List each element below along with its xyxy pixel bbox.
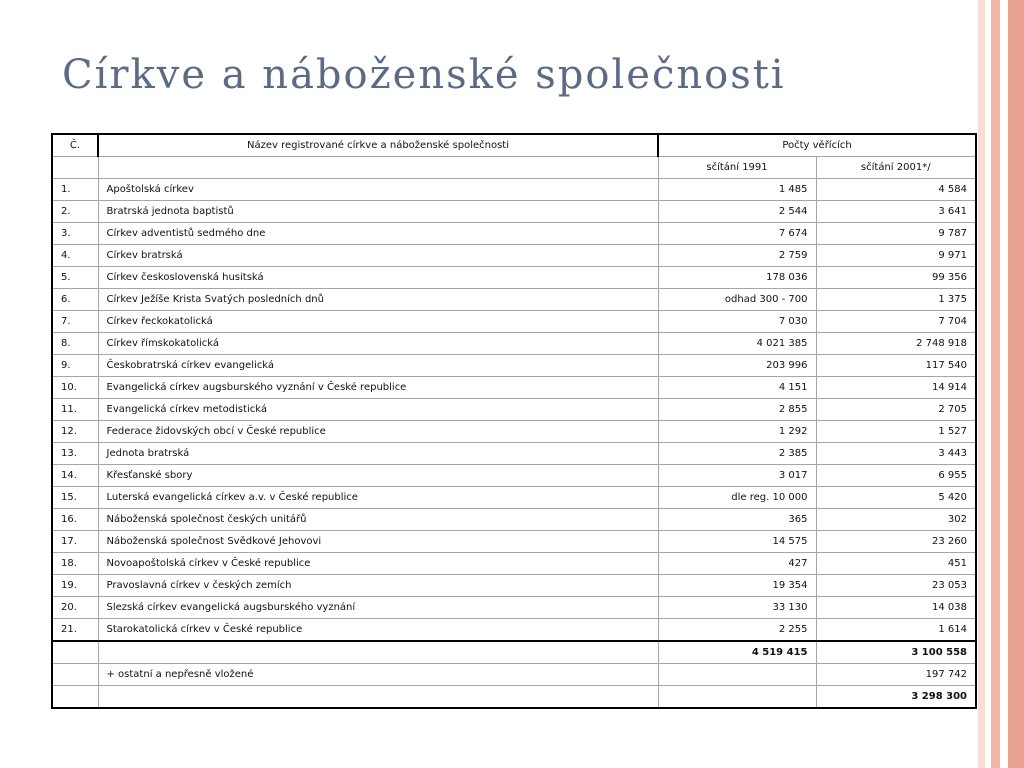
row-number: 17. [52, 531, 98, 553]
page-title: Církve a náboženské společnosti [62, 52, 786, 98]
header-census-2001: sčítání 2001*/ [816, 157, 976, 179]
table-row [52, 223, 976, 245]
total-1991: 4 519 415 [658, 641, 816, 664]
table-row [52, 421, 976, 443]
row-name: Církev československá husitská [98, 267, 658, 289]
row-number: 8. [52, 333, 98, 355]
row-1991: 1 292 [658, 421, 816, 443]
row-number: 7. [52, 311, 98, 333]
row-name: Církev římskokatolická [98, 333, 658, 355]
row-number: 15. [52, 487, 98, 509]
row-2001: 14 038 [816, 597, 976, 619]
table-row [52, 311, 976, 333]
row-name: Apoštolská církev [98, 179, 658, 201]
row-name: Novoapoštolská církev v České republice [98, 553, 658, 575]
row-name: Evangelická církev augsburského vyznání v České republice [98, 377, 658, 399]
row-1991: 33 130 [658, 597, 816, 619]
row-number: 11. [52, 399, 98, 421]
row-2001: 451 [816, 553, 976, 575]
row-number: 21. [52, 619, 98, 642]
table-row [52, 377, 976, 399]
empty-cell [658, 686, 816, 709]
row-1991: 14 575 [658, 531, 816, 553]
row-number: 6. [52, 289, 98, 311]
empty-cell [52, 641, 98, 664]
row-1991: 2 855 [658, 399, 816, 421]
row-number: 3. [52, 223, 98, 245]
row-2001: 14 914 [816, 377, 976, 399]
row-1991: 203 996 [658, 355, 816, 377]
table-row [52, 289, 976, 311]
row-name: Pravoslavná církev v českých zemích [98, 575, 658, 597]
row-name: Církev řeckokatolická [98, 311, 658, 333]
row-number: 20. [52, 597, 98, 619]
table-row [52, 201, 976, 223]
row-1991: 2 759 [658, 245, 816, 267]
row-name: Církev bratrská [98, 245, 658, 267]
row-2001: 9 971 [816, 245, 976, 267]
grand-total-row [52, 686, 976, 709]
row-2001: 1 614 [816, 619, 976, 642]
row-number: 19. [52, 575, 98, 597]
row-number: 13. [52, 443, 98, 465]
row-2001: 2 748 918 [816, 333, 976, 355]
table-row [52, 487, 976, 509]
row-2001: 7 704 [816, 311, 976, 333]
table-row [52, 575, 976, 597]
row-number: 2. [52, 201, 98, 223]
row-1991: odhad 300 - 700 [658, 289, 816, 311]
table-row [52, 465, 976, 487]
row-number: 16. [52, 509, 98, 531]
empty-cell [52, 664, 98, 686]
row-2001: 1 527 [816, 421, 976, 443]
row-1991: 4 151 [658, 377, 816, 399]
row-1991: 2 255 [658, 619, 816, 642]
row-name: Českobratrská církev evangelická [98, 355, 658, 377]
table-row [52, 333, 976, 355]
stripe [1008, 0, 1024, 768]
table-row [52, 553, 976, 575]
header-empty-cell [52, 157, 98, 179]
row-number: 9. [52, 355, 98, 377]
stripe [978, 0, 985, 768]
row-number: 10. [52, 377, 98, 399]
table-row [52, 597, 976, 619]
table-row [52, 355, 976, 377]
table-row [52, 443, 976, 465]
row-name: Federace židovských obcí v České republice [98, 421, 658, 443]
row-name: Slezská církev evangelická augsburského vyznání [98, 597, 658, 619]
row-name: Luterská evangelická církev a.v. v České republice [98, 487, 658, 509]
empty-cell [98, 686, 658, 709]
row-1991: 4 021 385 [658, 333, 816, 355]
row-1991: dle reg. 10 000 [658, 487, 816, 509]
row-2001: 2 705 [816, 399, 976, 421]
row-2001: 3 641 [816, 201, 976, 223]
row-2001: 9 787 [816, 223, 976, 245]
row-1991: 3 017 [658, 465, 816, 487]
decorative-stripes [978, 0, 1024, 768]
row-2001: 117 540 [816, 355, 976, 377]
header-name: Název registrované církve a náboženské společnosti [98, 134, 658, 157]
table-row [52, 399, 976, 421]
row-number: 4. [52, 245, 98, 267]
empty-cell [658, 664, 816, 686]
table-row [52, 267, 976, 289]
row-2001: 23 260 [816, 531, 976, 553]
row-1991: 178 036 [658, 267, 816, 289]
row-name: Evangelická církev metodistická [98, 399, 658, 421]
row-number: 12. [52, 421, 98, 443]
table-summary [52, 641, 976, 708]
empty-cell [52, 686, 98, 709]
table-row [52, 531, 976, 553]
row-2001: 5 420 [816, 487, 976, 509]
row-1991: 2 544 [658, 201, 816, 223]
empty-cell [98, 641, 658, 664]
header-empty-cell [98, 157, 658, 179]
row-2001: 6 955 [816, 465, 976, 487]
row-2001: 99 356 [816, 267, 976, 289]
grand-total-2001: 3 298 300 [816, 686, 976, 709]
row-name: Náboženská společnost českých unitářů [98, 509, 658, 531]
row-2001: 4 584 [816, 179, 976, 201]
row-number: 1. [52, 179, 98, 201]
row-number: 14. [52, 465, 98, 487]
religion-table [51, 133, 977, 709]
other-2001: 197 742 [816, 664, 976, 686]
header-counts: Počty věřících [658, 134, 976, 157]
row-1991: 1 485 [658, 179, 816, 201]
header-num: Č. [52, 134, 98, 157]
table-row [52, 245, 976, 267]
row-name: Církev adventistů sedmého dne [98, 223, 658, 245]
row-2001: 302 [816, 509, 976, 531]
row-1991: 7 674 [658, 223, 816, 245]
table-row [52, 509, 976, 531]
row-2001: 1 375 [816, 289, 976, 311]
total-2001: 3 100 558 [816, 641, 976, 664]
header-census-1991: sčítání 1991 [658, 157, 816, 179]
stripe [991, 0, 1000, 768]
other-label: + ostatní a nepřesně vložené [98, 664, 658, 686]
row-number: 5. [52, 267, 98, 289]
row-name: Bratrská jednota baptistů [98, 201, 658, 223]
row-2001: 23 053 [816, 575, 976, 597]
row-name: Křesťanské sbory [98, 465, 658, 487]
row-1991: 365 [658, 509, 816, 531]
row-1991: 427 [658, 553, 816, 575]
row-1991: 2 385 [658, 443, 816, 465]
row-number: 18. [52, 553, 98, 575]
row-name: Církev Ježíše Krista Svatých posledních dnů [98, 289, 658, 311]
row-name: Náboženská společnost Svědkové Jehovovi [98, 531, 658, 553]
row-1991: 19 354 [658, 575, 816, 597]
table-row [52, 179, 976, 201]
other-row [52, 664, 976, 686]
table-body [52, 179, 976, 642]
total-row [52, 641, 976, 664]
row-1991: 7 030 [658, 311, 816, 333]
row-name: Starokatolická církev v České republice [98, 619, 658, 642]
header-subrow [52, 157, 976, 179]
table-row [52, 619, 976, 642]
row-2001: 3 443 [816, 443, 976, 465]
row-name: Jednota bratrská [98, 443, 658, 465]
header-row [52, 134, 976, 157]
